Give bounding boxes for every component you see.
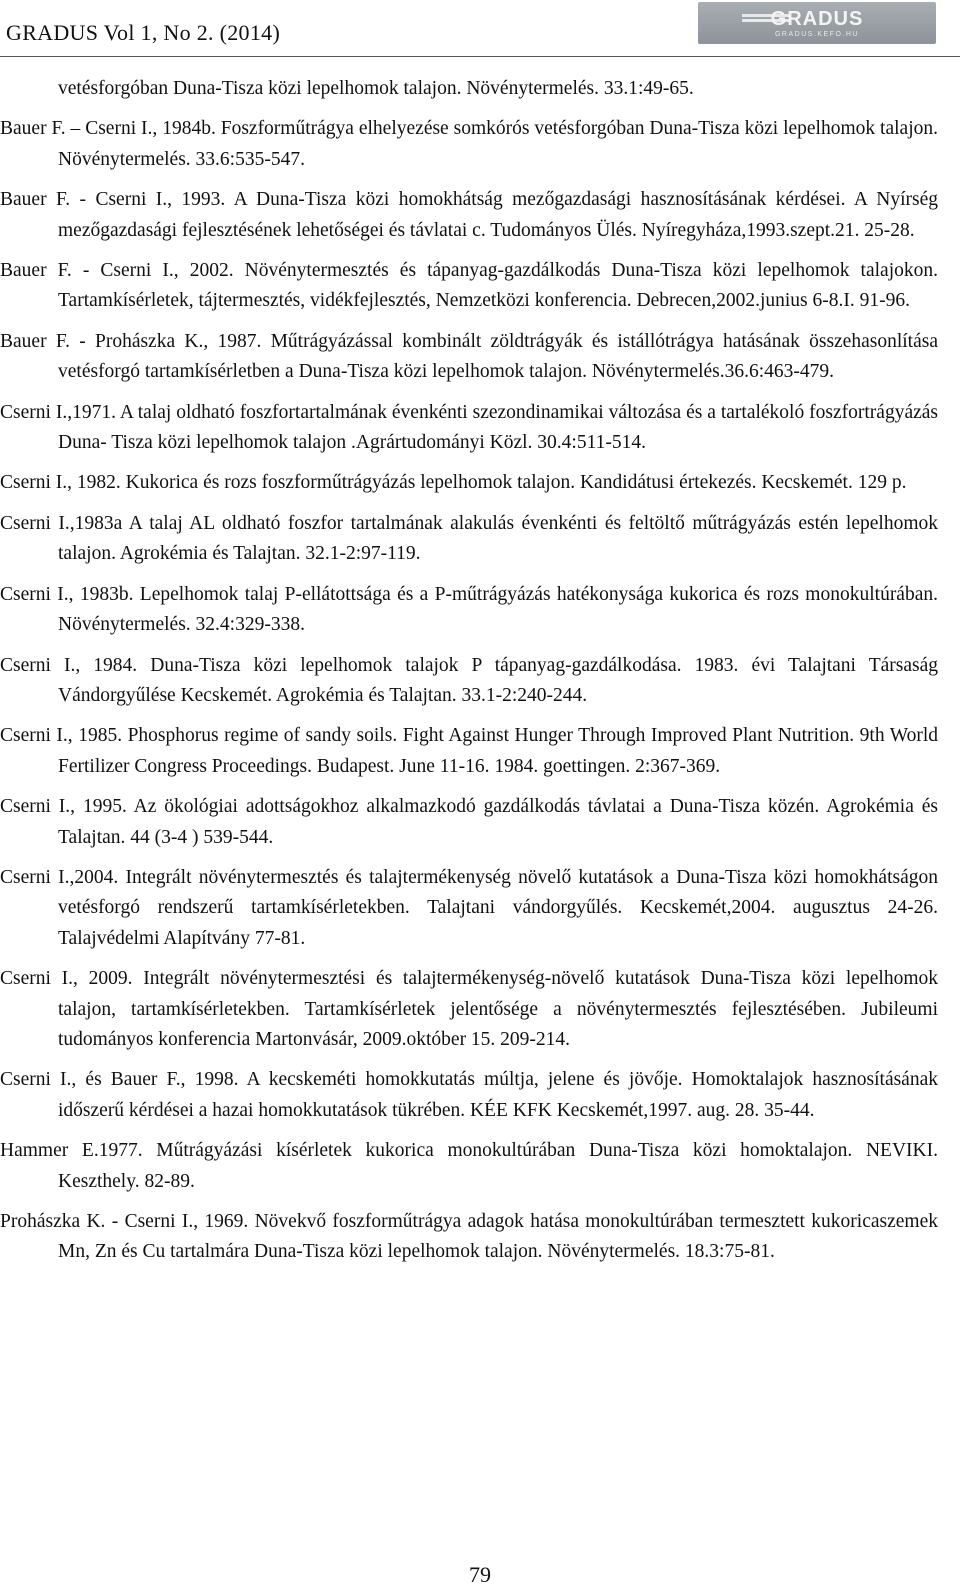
reference-item: Bauer F. - Prohászka K., 1987. Műtrágyázással kombinált zöldtrágyák és istállótrágya hatásának összehasonlítása vetésforgó tartamkísérletben a Duna-Tisza közi lepelhomok talajon. Növénytermelés.36.6:463-479. (0, 330, 938, 383)
reference-item: Cserni I., 1984. Duna-Tisza közi lepelhomok talajok P tápanyag-gazdálkodása. 1983. évi Talajtani Társaság Vándorgyűlése Kecskemét. Agrokémia és Talajtan. 33.1-2:240-244. (0, 654, 938, 706)
page-number: 79 (469, 1562, 491, 1587)
reference-item: Cserni I.,1983a A talaj AL oldható foszfor tartalmának alakulás évenkénti és feltöltő műtrágyázás estén lepelhomok talajon. Agrokémia és Talajtan. 32.1-2:97-119. (0, 512, 938, 565)
header-rule (0, 56, 960, 57)
reference-item: Bauer F. - Cserni I., 2002. Növénytermesztés és tápanyag-gazdálkodás Duna-Tisza közi lepelhomok talajokon. Tartamkísérletek, tájtermesztés, vidékfejlesztés, Nemzetközi konferencia. Debrecen,2002.junius 6-8.I. 91-96. (0, 260, 938, 312)
page-header (0, 0, 960, 58)
reference-item: Prohászka K. - Cserni I., 1969. Növekvő foszforműtrágya adagok hatása monokultúrában termesztett kukoricaszemek Mn, Zn és Cu tartalmára Duna-Tisza közi lepelhomok talajon. Növénytermelés. 18.3:75-81. (0, 1211, 938, 1263)
reference-item: Cserni I.,1971. A talaj oldható foszfortartalmának évenkénti szezondinamikai változása és a tartalékoló foszfortrágyázás Duna- Tisza közi lepelhomok talajon .Agrártudományi Közl. 30.4:511-514. (0, 401, 938, 454)
reference-item: Cserni I., 2009. Integrált növénytermesztési és talajtermékenység-növelő kutatások Duna-Tisza közi lepelhomok talajon, tartamkísérletekben. Tartamkísérletek jelentősége a növénytermesztés fejlesztésében. Jubileumi tudományos konferencia Martonvásár, 2009.október 15. 209-214. (0, 968, 938, 1050)
reference-item: Cserni I., 1995. Az ökológiai adottságokhoz alkalmazkodó gazdálkodás távlatai a Duna-Tisza közén. Agrokémia és Talajtan. 44 (3-4 ) 539-544. (0, 796, 938, 848)
journal-title: GRADUS Vol 1, No 2. (2014) (6, 20, 281, 45)
reference-item: Cserni I., 1985. Phosphorus regime of sandy soils. Fight Against Hunger Through Improved Plant Nutrition. 9th World Fertilizer Congress Proceedings. Budapest. June 11-16. 1984. goettingen. 2:367-369. (0, 725, 938, 777)
reference-list (0, 74, 938, 1278)
reference-item: vetésforgóban Duna-Tisza közi lepelhomok talajon. Növénytermelés. 33.1:49-65. (58, 78, 694, 99)
reference-item: Cserni I., 1982. Kukorica és rozs foszforműtrágyázás lepelhomok talajon. Kandidátusi értekezés. Kecskemét. 129 p. (0, 472, 907, 494)
reference-item: Cserni I.,2004. Integrált növénytermesztés és talajtermékenység növelő kutatások a Duna-Tisza közi homokhátságon vetésforgó rendszerű tartamkísérletekben. Talajtani vándorgyűlés. Kecskemét,2004. augusztus 24-26. Talajvédelmi Alapítvány 77-81. (0, 866, 938, 949)
reference-item: Bauer F. - Cserni I., 1993. A Duna-Tisza közi homokhátság mezőgazdasági hasznosításának kérdései. A Nyírség mezőgazdasági fejlesztésének lehetőségei és távlatai c. Tudományos Ülés. Nyíregyháza,1993.szept.21. 25-28. (0, 189, 938, 241)
logo-subtext: GRADUS.KEFO.HU (774, 31, 859, 38)
logo-text: GRADUS (770, 8, 864, 30)
reference-item: Bauer F. – Cserni I., 1984b. Foszforműtrágya elhelyezése somkórós vetésforgóban Duna-Tisza közi lepelhomok talajon. Növénytermelés. 33.6:535-547. (0, 118, 938, 170)
gradus-logo (698, 2, 936, 44)
reference-item: Hammer E.1977. Műtrágyázási kísérletek kukorica monokultúrában Duna-Tisza közi homoktalajon. NEVIKI. Keszthely. 82-89. (0, 1140, 938, 1192)
reference-item: Cserni I., 1983b. Lepelhomok talaj P-ellátottsága és a P-műtrágyázás hatékonysága kukorica és rozs monokultúrában. Növénytermelés. 32.4:329-338. (0, 583, 938, 636)
reference-item: Cserni I., és Bauer F., 1998. A kecskeméti homokkutatás múltja, jelene és jövője. Homoktalajok hasznosításának időszerű kérdései a hazai homokkutatások tükrében. KÉE KFK Kecskemét,1997. aug. 28. 35-44. (0, 1069, 938, 1121)
